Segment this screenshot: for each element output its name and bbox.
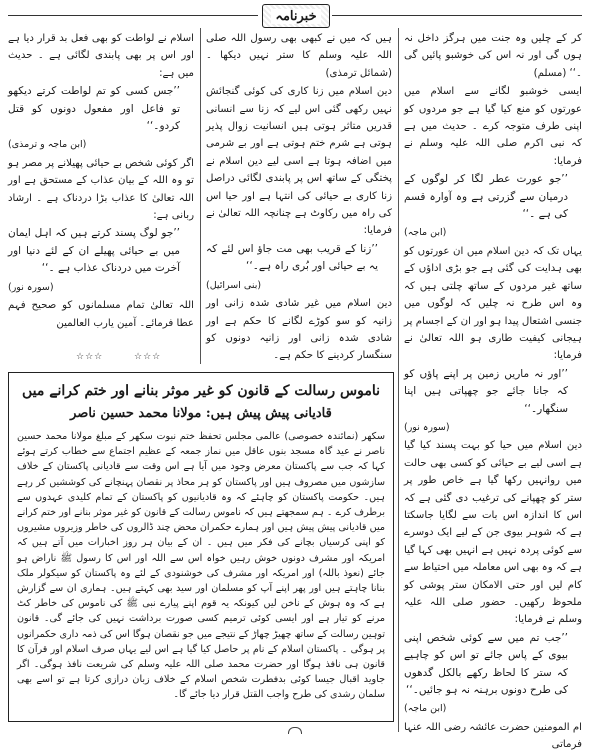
middle-column — [206, 30, 392, 366]
page-number-mark — [288, 727, 302, 734]
quotation: ’’جب تم میں سے کوئی شخص اپنی بیوی کے پاس جائے تو اس کو چاہیے کہ ستر کا لحاظ رکھے بالکل گدھوں کی طرح دونوں برہنہ نہ ہو جائیں۔‘‘ — [404, 631, 568, 697]
paragraph: ایسی خوشبو لگانے سے اسلام میں عورتوں کو منع کیا گیا ہے جو مردوں کو اپنی طرف متوجہ کرے ۔ حدیث میں ہے کہ نبی اکرم صلی اللہ علیہ وسلم نے فرمایا: — [404, 86, 582, 167]
news-box — [8, 372, 394, 722]
paragraph: ہیں کہ میں نے کبھی بھی رسول اللہ صلی اللہ علیہ وسلم کا ستر نہیں دیکھا ۔ (شمائل ترمذی) — [206, 33, 392, 79]
paragraph: اگر کوئی شخص بے حیائی پھیلانے پر مصر ہو تو وہ اللہ کے بیان عذاب کے مستحق ہے اور اللہ تعالیٰ کا عذاب بڑا دردناک ہے ۔ ارشاد ربانی ہے: — [8, 157, 194, 222]
paragraph: دین اسلام میں غیر شادی شدہ زانی اور زانیہ کو سو کوڑے لگانے کا حکم ہے اور شادی شدہ زانی اور زانیہ دونوں کو سنگسار کردینے کا حکم ہے۔ — [206, 298, 392, 362]
paragraph: دین اسلام میں حیا کو بہت پسند کیا گیا ہے اسی لیے بے حیائی کو کسی بھی حالت میں روانہیں رکھا گیا ہے خاص طور پر ستر کو چھپانے کی ترغیب دی گئی ہے کہ اس کا اندازہ اس بات سے لگایا جاسکتا ہے کہ شوہر بیوی جن کے لیے ایک دوسرے سے کوئی پردہ نہیں ہے انہیں بھی کہا گیا ہے کہ وہ بھی اس معاملہ میں احتیاط سے کام لیں اور حتی الامکان ستر پوشی کو ملحوظ رکھیں۔ حضور صلی اللہ علیہ وسلم نے فرمایا: — [404, 440, 582, 626]
news-headline: ناموس رسالت کے قانون کو غیر موثر بنانے اور ختم کرانے میں — [22, 383, 380, 399]
quotation: ’’جس کسی کو تم لواطت کرتے دیکھو تو فاعل اور مفعول دونوں کو قتل کردو۔‘‘ — [8, 85, 180, 133]
paragraph: اسلام نے لواطت کو بھی فعل بد قرار دیا ہے اور اس پر بھی پابندی لگائی ہے ۔ حدیث میں ہے: — [8, 33, 194, 79]
paragraph: اللہ تعالیٰ تمام مسلمانوں کو صحیح فہم عطا فرمائے۔ آمین یارب العالمین — [8, 300, 194, 329]
header-rule-right — [332, 15, 582, 16]
quotation: ’’جو لوگ پسند کرتے ہیں کہ اہل ایمان میں بے حیائی پھیلے ان کے لئے دنیا اور آخرت میں دردناک عذاب ہے ۔‘‘ — [8, 227, 180, 275]
news-body: سکھر (نمائندہ خصوصی) عالمی مجلس تحفظ ختم نبوت سکھر کے مبلغ مولانا محمد حسین ناصر نے عید گاہ مسجد بنوں عاقل میں نماز جمعہ کے عظیم اجتماع سے خطاب کرتے ہوئے کہا کہ جب سے پاکستان معرض وجود میں آیا ہے اس وقت سے قادیانی پاکستان کے خلاف سازشوں میں مصروف ہیں اور پاکستان کو ہر محاذ پر نقصان پہنچانے کی کوششیں کر رہے ہیں۔ حکومت پاکستان کو چاہئے کہ وہ قادیانیوں کو پاکستان کے تمام کلیدی عہدوں سے برطرف کرے ۔ ہم سمجھتے ہیں کہ ناموس رسالت کے قانون کو غیر موثر بنانے اور ختم کرانے میں قادیانی پیش پیش ہیں اور ہمارے حکمران محض چند ڈالروں کی خاطر وزیروں مشیروں کو اپنی کرسیاں بچانے کی فکر میں ہیں ۔ ان کے بیان ہر روز اخبارات میں آتے ہیں کہ امریکہ اور مشرف دونوں خوش رہیں خواہ اس سے اللہ اور اس کا رسول ﷺ ناراض ہو جائے (نعوذ باللہ) اور امریکہ اور مشرف کی خوشنودی کے لئے وہ پاکستان کو سیکولر ملک بنانا چاہتے ہیں اور پھر اپنے آپ کو مسلمان اور سید بھی کہتے ہیں۔ ہماری ان سے گزارش ہے کہ وہ ہوش کے ناخن لیں کیونکہ یہ قوم اپنے پیارے نبی ﷺ کی ناموس کی خاطر کٹ مرنے کو تیار ہے اور ایسی کوئی ترمیم کسی صورت برداشت نہیں کی جائے گی۔ قانون توہین رسالت کے ساتھ چھیڑ چھاڑ کے نتیجے میں جو نقصان ہوگا اس کی ذمہ داری حکمرانوں پر ہوگی ۔ پاکستان اسلام کے نام پر حاصل کیا گیا ہے اس لیے یہاں صرف اسلام اور قرآن کا قانون ہی نافذ ہوگا اور حضرت محمد صلی اللہ علیہ وسلم کی شریعت نافذ ہوگی۔ اگر جاوید اقبال جیسا کوئی بدفطرت شخص اسلام کے خلاف زبان درازی کرتا ہے تو اسے بھی سلمان رشدی کی طرح واجب القتل قرار دیا جائے گا۔ — [17, 431, 385, 701]
left-column — [8, 30, 194, 352]
column-divider-right — [398, 28, 399, 732]
right-column — [404, 30, 582, 751]
paragraph: ام المومنین حضرت عائشہ رضی اللہ عنہا فرماتی — [404, 721, 582, 751]
header-banner — [262, 4, 330, 28]
citation: (سورہ نور) — [8, 281, 54, 293]
citation: (ابن ماجہ) — [404, 703, 447, 715]
paragraph: یہاں تک کہ دین اسلام میں ان عورتوں کو بھی ہدایت کی گئی ہے جو بڑی اداؤں کے ساتھ غیر مردوں کے ساتھ چلتی ہیں کہ وہ اس طرح نہ چلیں کہ لوگوں میں جنسی اشتعال پیدا ہو اور ان کے اجسام پر ہیجانی کیفیت طاری ہو اللہ تعالیٰ نے فرمایا: — [404, 245, 582, 362]
quotation: ’’جو عورت عطر لگا کر لوگوں کے درمیان سے گزرتی ہے وہ آوارہ قسم کی ہے ۔‘‘ — [404, 173, 568, 221]
paragraph: کر کے چلیں وہ جنت میں ہرگز داخل نہ ہوں گی اور نہ اس کی خوشبو پائیں گی ۔‘‘ (مسلم) — [404, 33, 582, 79]
citation: (ابن ماجہ) — [404, 227, 447, 239]
header-rule-left — [8, 15, 258, 16]
separator-stars-left: ☆☆☆ — [76, 352, 104, 362]
citation: (ابن ماجہ و ترمذی) — [8, 139, 87, 151]
citation: (سورہ نور) — [404, 421, 450, 433]
citation: (بنی اسرائیل) — [206, 279, 262, 291]
paragraph: دین اسلام میں زنا کاری کی کوئی گنجائش نہیں رکھی گئی اس لیے کہ زنا سے انسانی قدریں متاثر ہوتی ہیں انسانیت زوال پذیر ہوتی ہے شرم ختم ہوتی ہے اور بے شرمی میں اضافہ ہوتا ہے اسی لیے دین اسلام نے پختگی کے ساتھ اس پر پابندی لگائی دراصل زنا کاری بے حیائی کی انتہا ہے اور حیا اس کی راہ میں رکاوٹ ہے چنانچہ اللہ تعالیٰ نے فرمایا: — [206, 86, 392, 237]
separator-stars-right: ☆☆☆ — [134, 352, 162, 362]
column-divider-left — [200, 28, 201, 364]
banner-title: خبرنامہ — [271, 9, 320, 24]
quotation: ’’اور نہ ماریں زمین پر اپنے پاؤں کو کہ جانا جائے جو چھپاتی ہیں اپنا سنگھار۔‘‘ — [404, 367, 568, 415]
news-subheadline: قادیانی پیش پیش ہیں: مولانا محمد حسین ناصر — [70, 406, 332, 421]
quotation: ’’زنا کے قریب بھی مت جاؤ اس لئے کہ یہ بے حیائی اور بُری راہ ہے۔‘‘ — [206, 242, 378, 273]
